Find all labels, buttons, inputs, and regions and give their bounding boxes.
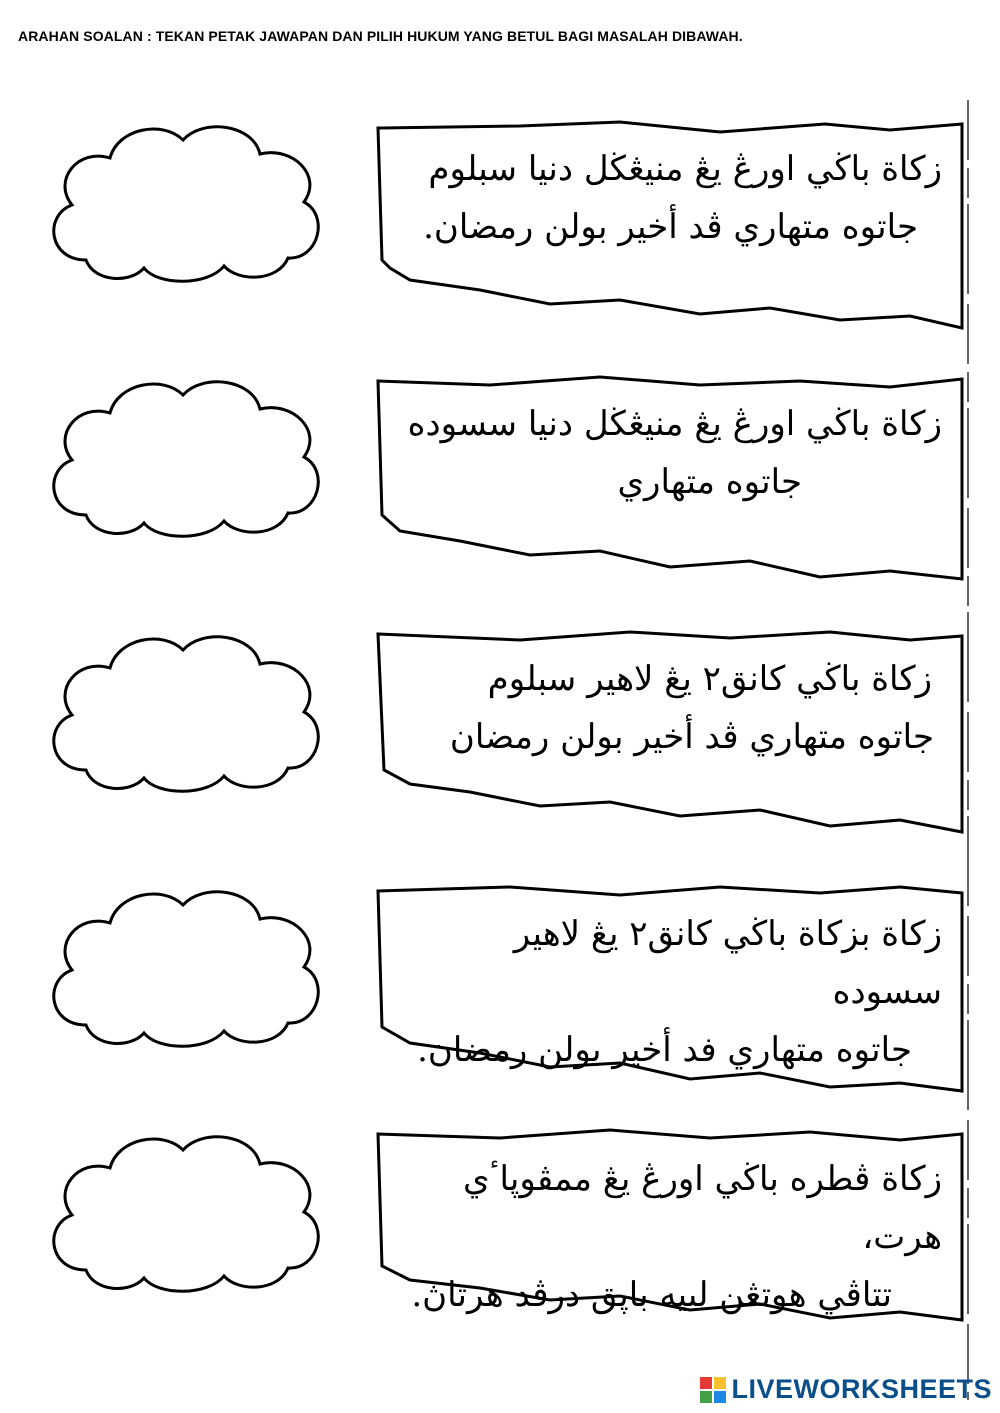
liveworksheets-logo bbox=[699, 1374, 992, 1405]
question-line-1: زكاة باڬي اورڠ يڠ منيڠڬل دنيا سسوده bbox=[407, 404, 942, 444]
question-card bbox=[370, 365, 970, 605]
answer-cloud-box[interactable] bbox=[38, 875, 328, 1050]
question-text bbox=[402, 395, 942, 511]
answer-cloud-box[interactable] bbox=[38, 365, 328, 540]
question-card bbox=[370, 875, 970, 1115]
question-line-1: زكاة باڬي كانق٢ يڠ لاهير سبلوم bbox=[487, 659, 932, 699]
instruction-text: ARAHAN SOALAN : TEKAN PETAK JAWAPAN DAN PILIH HUKUM YANG BETUL BAGI MASALAH DIBAWAH. bbox=[18, 28, 743, 44]
question-row bbox=[0, 1120, 1000, 1365]
question-row bbox=[0, 110, 1000, 355]
question-text bbox=[402, 140, 942, 256]
question-card bbox=[370, 620, 970, 860]
question-line-2: جاتوه متهاري ڤد أخير بولن رمضان. bbox=[423, 207, 918, 247]
question-card bbox=[370, 110, 970, 350]
question-line-1: زكاة بزكاة باڬي كانق٢ يڠ لاهير سسوده bbox=[513, 914, 942, 1012]
question-row bbox=[0, 365, 1000, 610]
liveworksheets-logo-text: LIVEWORKSHEETS bbox=[731, 1374, 992, 1404]
question-text bbox=[402, 650, 942, 766]
question-line-2: جاتوه متهاري فد أخير بولن رمضان. bbox=[417, 1030, 912, 1070]
question-row bbox=[0, 620, 1000, 865]
question-row bbox=[0, 875, 1000, 1120]
question-line-2: تتاڤي هوتڠن لبيه باڽق درڤد هرتاڽ. bbox=[411, 1275, 892, 1315]
question-line-1: زكاة باڬي اورڠ يڠ منيڠڬل دنيا سبلوم bbox=[428, 149, 942, 189]
question-text bbox=[402, 905, 942, 1079]
liveworksheets-logo-icon bbox=[699, 1376, 727, 1404]
answer-cloud-box[interactable] bbox=[38, 1120, 328, 1295]
question-card bbox=[370, 1120, 970, 1360]
question-line-2: جاتوه متهاري bbox=[617, 462, 802, 502]
question-line-1: زكاة ڤطره باڬي اورڠ يڠ ممڤوڽاٴي هرت، bbox=[462, 1159, 942, 1257]
question-text bbox=[402, 1150, 942, 1324]
answer-cloud-box[interactable] bbox=[38, 110, 328, 285]
answer-cloud-box[interactable] bbox=[38, 620, 328, 795]
question-line-2: جاتوه متهاري ڤد أخير بولن رمضان bbox=[449, 717, 934, 757]
